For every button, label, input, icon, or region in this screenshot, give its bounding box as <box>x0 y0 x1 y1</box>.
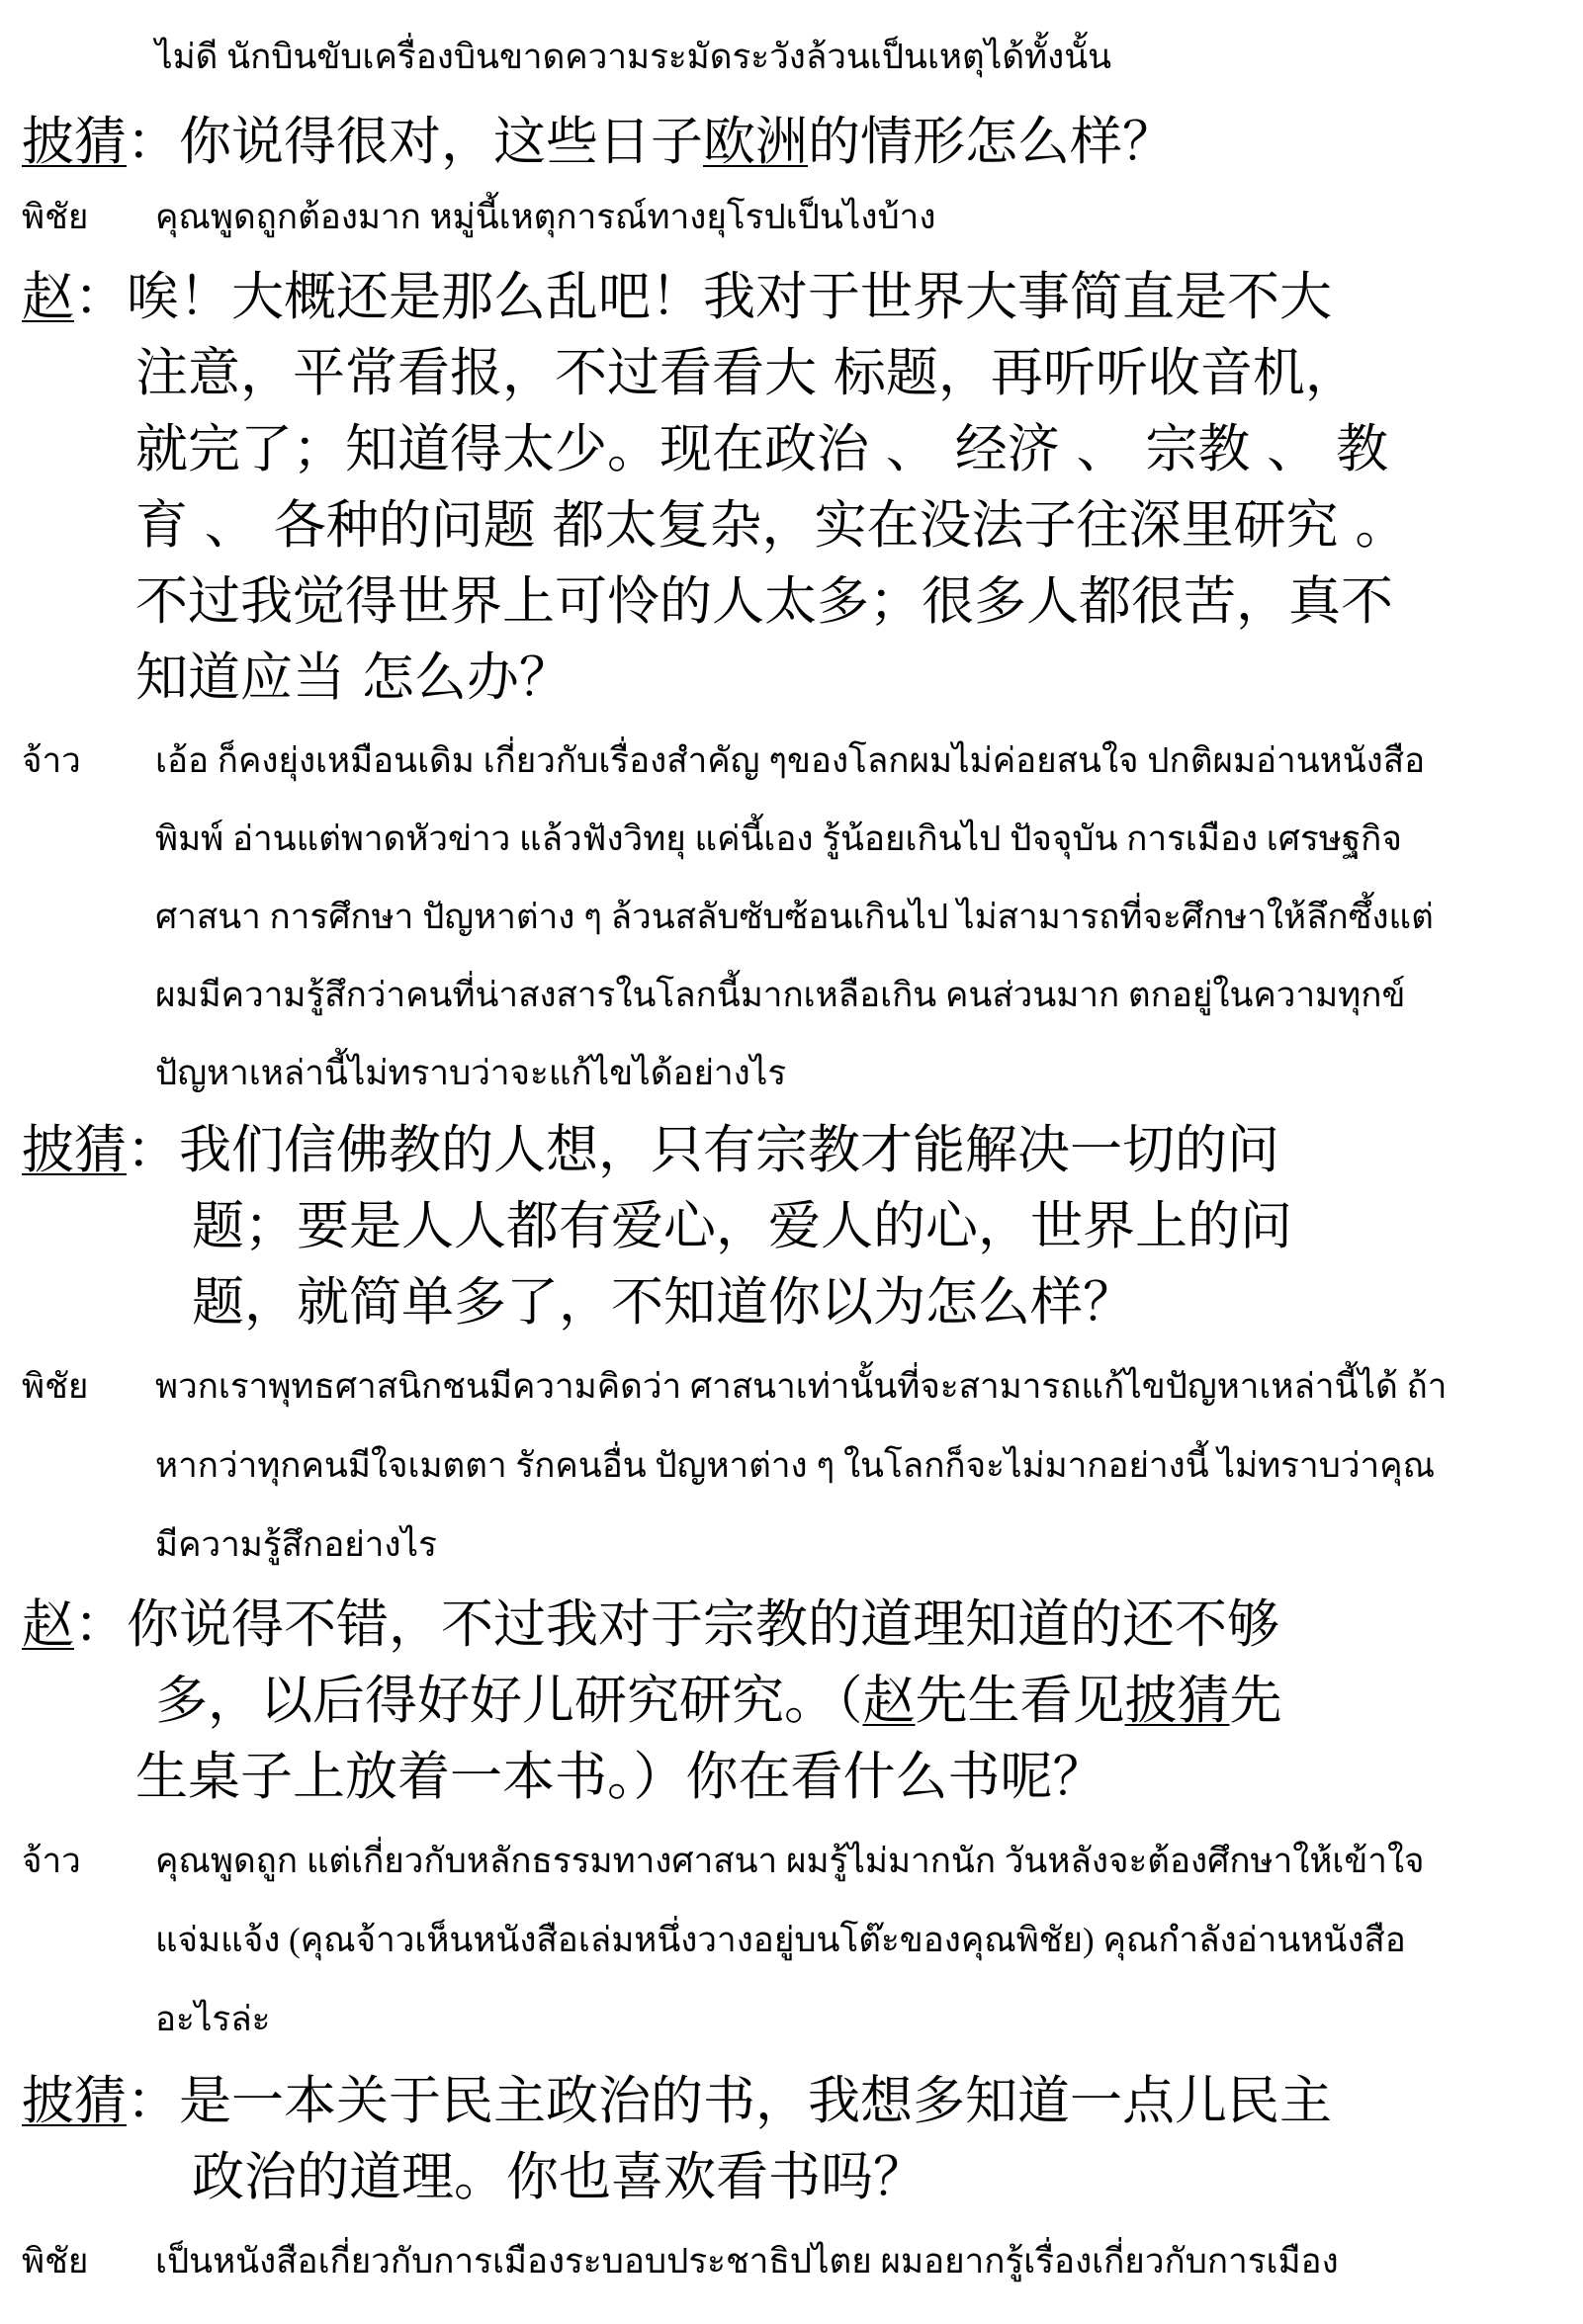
thai-line: มีความรู้สึกอย่างไร <box>155 1525 437 1564</box>
thai-translation-block <box>22 1834 1564 2071</box>
thai-line: คุณพูดถูก แต่เกี่ยวกับหลักธรรมทางศาสนา ผมรู้ไม่มากนัก วันหลังจะต้องศึกษาให้เข้าใจ <box>155 1842 1425 1880</box>
chinese-line: 披猜：你说得很对，这些日子欧洲的情形怎么样？ <box>22 112 1175 172</box>
thai-line: ศาสนา การศึกษา ปัญหาต่าง ๆ ล้วนสลับซับซ้อนเกินไป ไม่สามารถที่จะศึกษาให้ลึกซึ้งแต่ <box>155 898 1434 936</box>
thai-translation-block <box>22 733 1564 1129</box>
thai-speaker-name: จ้าว <box>22 741 81 780</box>
thai-translation-block <box>22 1359 1564 1596</box>
thai-speaker-name: พิชัย <box>22 1367 89 1406</box>
thai-line: แจ่มแจ้ง (คุณจ้าวเห็นหนังสือเล่มหนึ่งวางอยู่บนโต๊ะของคุณพิชัย) คุณกำลังอ่านหนังสือ <box>155 1921 1406 1959</box>
chinese-line: 披猜：是一本关于民主政治的书，我想多知道一点儿民主 <box>22 2071 1332 2131</box>
line-text: 唉！大概还是那么乱吧！我对于世界大事简直是不大 <box>127 267 1332 327</box>
chinese-line: 注意，平常看报，不过看看大 标题，再听听收音机， <box>135 343 1358 403</box>
chinese-line: 不过我觉得世界上可怜的人太多；很多人都很苦，真不 <box>135 571 1393 632</box>
speaker-name: 赵 <box>22 267 74 327</box>
chinese-dialogue-block <box>22 104 1564 180</box>
chinese-line: 题；要是人人都有爱心，爱人的心，世界上的问 <box>192 1196 1292 1256</box>
thai-speaker-name: พิชัย <box>22 198 89 236</box>
thai-line: เป็นหนังสือเกี่ยวกับการเมืองระบอบประชาธิปไตย ผมอยากรู้เรื่องเกี่ยวกับการเมือง <box>155 2242 1339 2281</box>
thai-line: เอ้อ ก็คงยุ่งเหมือนเดิม เกี่ยวกับเรื่องสำคัญ ๆของโลกผมไม่ค่อยสนใจ ปกติผมอ่านหนังสือ <box>155 741 1426 780</box>
thai-translation-block <box>22 190 1564 236</box>
chinese-dialogue-block <box>22 1587 1564 1815</box>
chinese-line: 题，就简单多了，不知道你以为怎么样？ <box>192 1272 1135 1333</box>
chinese-dialogue-block <box>22 1112 1564 1340</box>
thai-line: หากว่าทุกคนมีใจเมตตา รักคนอื่น ปัญหาต่าง ๆ ในโลกก็จะไม่มากอย่างนี้ ไม่ทราบว่าคุณ <box>155 1446 1436 1485</box>
thai-line: อะไรล่ะ <box>155 2000 271 2038</box>
thai-translation-block <box>22 2234 1564 2281</box>
chinese-dialogue-block <box>22 259 1564 716</box>
speaker-name: 披猜 <box>22 1120 127 1180</box>
line-text: 是一本关于民主政治的书，我想多知道一点儿民主 <box>179 2071 1332 2131</box>
chinese-line: 政治的道理。你也喜欢看书吗？ <box>192 2147 925 2207</box>
chinese-line: 赵：你说得不错，不过我对于宗教的道理知道的还不够 <box>22 1594 1279 1655</box>
thai-line: พิมพ์ อ่านแต่พาดหัวข่าว แล้วฟังวิทยุ แค่นี้เอง รู้น้อยเกินไป ปัจจุบัน การเมือง เศรษฐกิจ <box>155 819 1402 858</box>
speaker-name: 披猜 <box>22 2071 127 2131</box>
chinese-line: 就完了；知道得太少。现在政治 、 经济 、 宗教 、 教 <box>135 419 1389 479</box>
line-text: 你说得不错，不过我对于宗教的道理知道的还不够 <box>127 1594 1279 1655</box>
thai-line: ปัญหาเหล่านี้ไม่ทราบว่าจะแก้ไขได้อย่างไร <box>155 1054 787 1092</box>
thai-line: พวกเราพุทธศาสนิกชนมีความคิดว่า ศาสนาเท่านั้นที่จะสามารถแก้ไขปัญหาเหล่านี้ได้ ถ้า <box>155 1367 1448 1406</box>
chinese-line: 育 、 各种的问题 都太复杂，实在没法子往深里研究 。 <box>135 495 1408 556</box>
chinese-line: 赵：唉！大概还是那么乱吧！我对于世界大事简直是不大 <box>22 267 1332 327</box>
chinese-line: 多，以后得好好儿研究研究。（赵先生看见披猜先 <box>155 1671 1282 1731</box>
chinese-line: 披猜：我们信佛教的人想，只有宗教才能解决一切的问 <box>22 1120 1279 1180</box>
thai-line: ผมมีความรู้สึกว่าคนที่น่าสงสารในโลกนี้มากเหลือเกิน คนส่วนมาก ตกอยู่ในความทุกข์ <box>155 976 1406 1014</box>
thai-line: คุณพูดถูกต้องมาก หมู่นี้เหตุการณ์ทางยุโรปเป็นไงบ้าง <box>155 198 936 236</box>
speaker-name: 赵 <box>22 1594 74 1655</box>
speaker-name: 披猜 <box>22 112 127 172</box>
thai-translation-block <box>22 30 1564 76</box>
chinese-line: 知道应当 怎么办？ <box>135 647 572 708</box>
thai-line: ไม่ดี นักบินขับเครื่องบินขาดความระมัดระวังล้วนเป็นเหตุได้ทั้งนั้น <box>155 38 1112 76</box>
thai-speaker-name: จ้าว <box>22 1842 81 1880</box>
chinese-line: 生桌子上放着一本书。）你在看什么书呢？ <box>135 1747 1105 1807</box>
line-text: 我们信佛教的人想，只有宗教才能解决一切的问 <box>179 1120 1279 1180</box>
chinese-dialogue-block <box>22 2063 1564 2215</box>
thai-speaker-name: พิชัย <box>22 2242 89 2281</box>
line-text: 你说得很对，这些日子欧洲的情形怎么样？ <box>179 112 1175 172</box>
